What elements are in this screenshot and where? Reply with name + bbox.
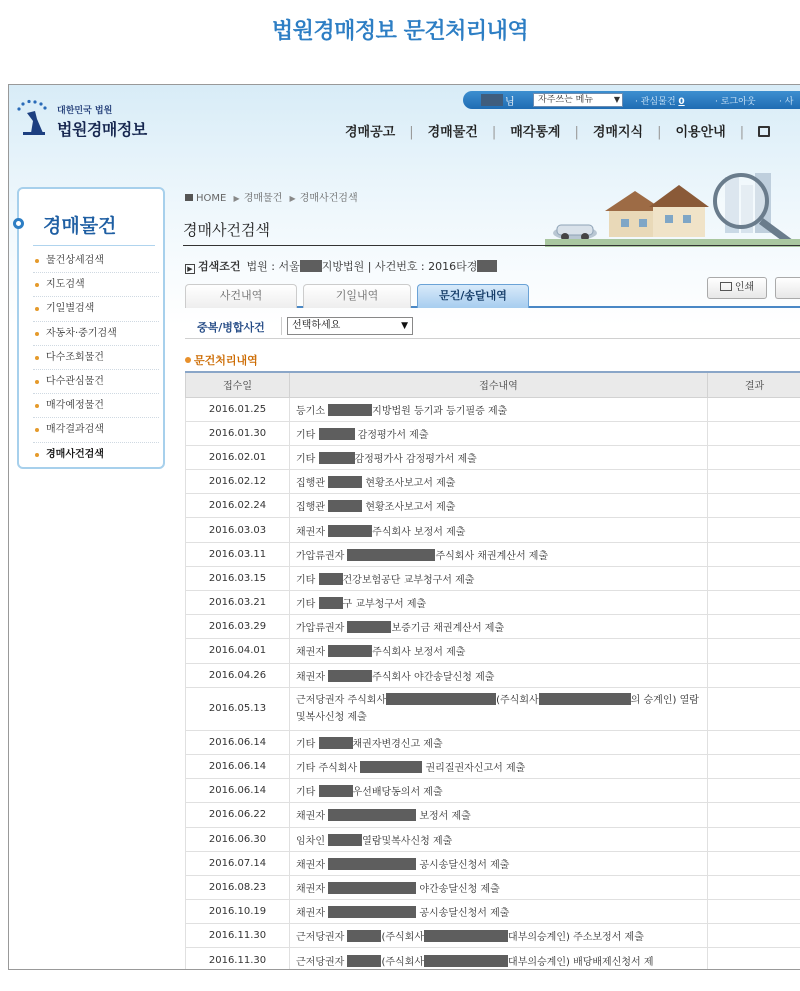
row-content-text: 근저당권자 [296, 932, 348, 944]
lnb-list [33, 249, 159, 467]
redacted-text [539, 693, 631, 705]
lnb-item[interactable] [33, 273, 159, 297]
gnb-item-usage-guide[interactable]: 이용안내 [675, 125, 726, 140]
logout-label: 로그아웃 [720, 97, 756, 107]
row-content-text: 주식회사 야간송달신청 제출 [372, 671, 495, 683]
court-logo[interactable] [15, 97, 175, 141]
lnb-item-label: 매각예정물건 [46, 400, 104, 412]
table-row [186, 948, 800, 970]
row-date: 2016.02.12 [186, 470, 290, 494]
row-content-text: 채권자변경신고 제출 [352, 738, 443, 750]
row-content [290, 779, 708, 803]
bullet-icon [35, 404, 39, 408]
row-content [290, 397, 708, 421]
table-row [186, 827, 800, 851]
bullet-icon [185, 357, 191, 363]
row-content-text: 우선배당동의서 제출 [352, 787, 443, 799]
row-date: 2016.04.26 [186, 663, 290, 687]
table-row [186, 803, 800, 827]
row-content-text: (주식회사 [381, 956, 425, 968]
table-row [186, 494, 800, 518]
redacted-text [328, 525, 372, 537]
redacted-text [424, 955, 508, 967]
table-row [186, 663, 800, 687]
lnb-item[interactable] [33, 394, 159, 418]
court-prefix: 법원 : 서울 [246, 260, 300, 273]
bullet-icon [35, 259, 39, 263]
row-content [290, 470, 708, 494]
row-result [708, 754, 800, 778]
row-content [290, 687, 708, 730]
row-content-text: 공시송달신청서 제출 [416, 859, 510, 871]
row-content [290, 542, 708, 566]
row-content-text: 건강보험공단 교부청구서 제출 [342, 574, 475, 586]
row-result [708, 639, 800, 663]
row-date: 2016.02.24 [186, 494, 290, 518]
row-content-text: 채권자 [296, 859, 329, 871]
row-result [708, 566, 800, 590]
table-row [186, 900, 800, 924]
row-content-text: 채권자 [296, 526, 329, 538]
row-content-text: 보정서 제출 [416, 811, 471, 823]
row-date: 2016.10.19 [186, 900, 290, 924]
search-condition-label: 검색조건 [198, 260, 241, 273]
row-content-text: 채권자 [296, 811, 329, 823]
table-row [186, 687, 800, 730]
utility-bar [463, 91, 800, 109]
tab-schedule-details[interactable]: 기일내역 [303, 284, 411, 308]
table-row [186, 518, 800, 542]
page-heading: 경매사건검색 [183, 221, 270, 239]
house-magnifier-illustration [545, 171, 800, 247]
redacted-username [481, 94, 503, 106]
favorite-menu-label: 자주쓰는 메뉴 [538, 95, 594, 105]
row-content-text: 가압류권자 [296, 550, 348, 562]
table-row [186, 851, 800, 875]
gnb-item-auction-notice[interactable]: 경매공고 [345, 125, 396, 140]
home-icon [185, 194, 193, 201]
column-header-date: 접수일 [186, 372, 290, 397]
row-result [708, 421, 800, 445]
redacted-text [328, 404, 372, 416]
row-content [290, 445, 708, 469]
redacted-text [328, 645, 372, 657]
document-table [185, 371, 800, 970]
row-content-text: 등기소 [296, 405, 329, 417]
row-result [708, 663, 800, 687]
row-date: 2016.03.15 [186, 566, 290, 590]
row-result [708, 875, 800, 899]
redacted-text [347, 549, 435, 561]
row-result [708, 779, 800, 803]
row-result [708, 542, 800, 566]
lnb-item-label: 매각결과검색 [46, 424, 104, 436]
chevron-down-icon: ▼ [613, 95, 620, 104]
lnb-item[interactable] [33, 346, 159, 370]
redacted-text [328, 834, 362, 846]
lnb-item[interactable] [33, 418, 159, 442]
table-row [186, 639, 800, 663]
favorite-menu-select[interactable] [533, 93, 623, 107]
lnb-item[interactable] [33, 322, 159, 346]
row-content-text: 기타 [296, 599, 319, 611]
case-tabs [185, 284, 800, 308]
lnb-item-label: 다수관심물건 [46, 375, 104, 387]
row-date: 2016.03.03 [186, 518, 290, 542]
redacted-text [319, 737, 353, 749]
row-date: 2016.01.25 [186, 397, 290, 421]
lnb-item[interactable] [33, 249, 159, 273]
redacted-text [319, 785, 353, 797]
row-content-text: 열람및복사신청 제출 [362, 835, 453, 847]
row-date: 2016.04.01 [186, 639, 290, 663]
row-content-text: 주식회사 보정서 제출 [372, 647, 466, 659]
row-result [708, 900, 800, 924]
row-content-text: 임차인 [296, 835, 329, 847]
row-content [290, 754, 708, 778]
table-row [186, 542, 800, 566]
row-content-text: 감정평가서 제출 [354, 429, 429, 441]
row-content-text: 채권자 [296, 883, 329, 895]
merge-case-select[interactable] [287, 317, 413, 335]
column-header-content: 접수내역 [290, 372, 708, 397]
row-content-text: 공시송달신청서 제출 [416, 908, 510, 920]
redacted-case-number [477, 260, 497, 272]
redacted-text [328, 500, 362, 512]
redacted-text [319, 428, 355, 440]
gnb-item-auction-knowledge[interactable]: 경매지식 [592, 125, 644, 140]
redacted-text [319, 452, 355, 464]
table-row [186, 754, 800, 778]
row-content-text: 대부의승계인) 배당배제신청서 제 [508, 956, 654, 968]
lnb-item[interactable] [33, 297, 159, 321]
row-result [708, 827, 800, 851]
redacted-text [328, 882, 416, 894]
row-date: 2016.03.29 [186, 615, 290, 639]
section-title-text: 문건처리내역 [194, 354, 258, 367]
lnb-item[interactable] [33, 443, 159, 467]
logo-small-text: 대한민국 법원 [57, 106, 113, 116]
row-content-text: 현황조사보고서 제출 [362, 502, 456, 514]
main-navigation: 경매공고 | 경매물건 | 매각통계 | 경매지식 | 이용안내 | [345, 121, 773, 140]
section-title [185, 352, 258, 368]
redacted-text [328, 858, 416, 870]
search-condition [185, 258, 497, 274]
table-row [186, 445, 800, 469]
row-result [708, 591, 800, 615]
redacted-text [328, 809, 416, 821]
row-result [708, 615, 800, 639]
row-date: 2016.03.21 [186, 591, 290, 615]
table-row [186, 470, 800, 494]
row-content-text: 현황조사보고서 제출 [362, 478, 456, 490]
row-content-text: 권리질권자신고서 제출 [422, 763, 526, 775]
row-content [290, 827, 708, 851]
row-content [290, 851, 708, 875]
redacted-text [328, 670, 372, 682]
breadcrumb: HOME ▶ 경매물건 ▶ 경매사건검색 [185, 189, 358, 204]
row-result [708, 851, 800, 875]
table-row [186, 421, 800, 445]
book-icon [758, 126, 770, 137]
lnb-title: 경매물건 [43, 215, 117, 237]
lnb-item-label: 물건상세검색 [46, 255, 104, 266]
row-date: 2016.08.23 [186, 875, 290, 899]
merge-case-select-value: 선택하세요 [292, 320, 341, 331]
row-result [708, 518, 800, 542]
redacted-text [386, 693, 496, 705]
bullet-icon [35, 380, 39, 384]
logo-title: 법원경매정보 [57, 120, 147, 139]
bullet-icon [35, 332, 39, 336]
row-content [290, 663, 708, 687]
redacted-text [424, 930, 508, 942]
table-row [186, 924, 800, 948]
row-content [290, 875, 708, 899]
redacted-text [319, 597, 343, 609]
row-content [290, 566, 708, 590]
row-date: 2016.06.14 [186, 754, 290, 778]
interest-count: 0 [678, 97, 685, 107]
row-content-text: 기타 주식회사 [296, 763, 361, 775]
row-content [290, 615, 708, 639]
row-result [708, 397, 800, 421]
row-content [290, 730, 708, 754]
table-row [186, 397, 800, 421]
row-content-text: 근저당권자 주식회사 [296, 694, 387, 706]
logout-link[interactable]: · 로그아웃 [715, 97, 756, 107]
row-result [708, 924, 800, 948]
row-content-text: 가압류권자 [296, 623, 348, 635]
breadcrumb-auction-items[interactable]: 경매물건 [243, 193, 283, 204]
redacted-court [300, 260, 322, 272]
bullet-icon [35, 428, 39, 432]
row-content-text: 집행관 [296, 478, 329, 490]
row-date: 2016.07.14 [186, 851, 290, 875]
table-row [186, 591, 800, 615]
row-content [290, 924, 708, 948]
breadcrumb-home[interactable]: HOME [196, 193, 227, 204]
row-date: 2016.01.30 [186, 421, 290, 445]
breadcrumb-case-search[interactable]: 경매사건검색 [299, 193, 358, 204]
row-content-text: 채권자 [296, 647, 329, 659]
row-result [708, 687, 800, 730]
row-content-text: 대부의승계인) 주소보정서 제출 [508, 932, 644, 944]
interest-items-label: 관심물건 [640, 97, 676, 107]
row-date: 2016.06.14 [186, 730, 290, 754]
row-date: 2016.02.01 [186, 445, 290, 469]
row-content-text: 지방법원 등기과 등기필증 제출 [372, 405, 508, 417]
row-content-text: 기타 [296, 574, 319, 586]
row-result [708, 470, 800, 494]
user-suffix: 님 [505, 97, 515, 108]
row-content-text: (주식회사 [496, 694, 539, 706]
lnb-item-label: 다수조회물건 [46, 351, 104, 363]
row-content-text: 기타 [296, 787, 319, 799]
row-content-text: 기타 [296, 453, 319, 465]
row-content-text: 감정평가사 감정평가서 제출 [354, 453, 477, 465]
play-icon: ▶ [185, 264, 195, 274]
row-content [290, 948, 708, 970]
row-content [290, 591, 708, 615]
row-content [290, 421, 708, 445]
page-title: 법원경매정보 문건처리내역 [271, 19, 529, 44]
lnb-item-label: 자동차·중기검색 [46, 327, 117, 339]
row-content [290, 803, 708, 827]
left-navigation [17, 187, 165, 469]
row-content-text: (주식회사 [381, 932, 425, 944]
redacted-text [319, 573, 343, 585]
bullet-icon [35, 307, 39, 311]
redacted-text [347, 930, 381, 942]
row-content-text: 기타 [296, 429, 319, 441]
row-content-text: 주식회사 채권계산서 제출 [435, 550, 549, 562]
row-result [708, 445, 800, 469]
row-content [290, 494, 708, 518]
bullet-icon [35, 283, 39, 287]
row-content [290, 639, 708, 663]
print-label: 인쇄 [734, 282, 755, 293]
more-label: 사 [784, 97, 794, 107]
table-row [186, 730, 800, 754]
chevron-down-icon: ▼ [401, 321, 408, 331]
row-result [708, 803, 800, 827]
row-date: 2016.11.30 [186, 924, 290, 948]
row-date: 2016.06.22 [186, 803, 290, 827]
more-link[interactable]: · 사 [779, 97, 794, 107]
redacted-text [328, 476, 362, 488]
row-content-text: 집행관 [296, 502, 329, 514]
row-date: 2016.11.30 [186, 948, 290, 970]
row-date: 2016.06.14 [186, 779, 290, 803]
row-date: 2016.06.30 [186, 827, 290, 851]
section-bullet-icon [13, 218, 24, 229]
tab-case-details[interactable]: 사건내역 [185, 284, 297, 308]
table-row [186, 615, 800, 639]
row-content-text: 야간송달신청 제출 [416, 883, 500, 895]
lnb-item-label: 경매사건검색 [46, 448, 104, 460]
row-content-text: 의 승계인) 열람및복사신청 제출 [296, 694, 699, 723]
bullet-icon [35, 453, 39, 457]
tab-documents-delivery[interactable]: 문건/송달내역 [417, 284, 529, 308]
gnb-item-auction-items[interactable]: 경매물건 [427, 125, 478, 140]
row-result [708, 494, 800, 518]
row-content-text: 채권자 [296, 671, 329, 683]
row-date: 2016.03.11 [186, 542, 290, 566]
redacted-text [347, 955, 381, 967]
row-content-text: 기타 [296, 738, 319, 750]
row-result [708, 948, 800, 970]
row-content [290, 518, 708, 542]
redacted-text [360, 761, 422, 773]
merge-case-row [185, 313, 800, 339]
column-header-result: 결과 [708, 372, 800, 397]
table-row [186, 779, 800, 803]
interest-items-link[interactable]: · 관심물건 0 [635, 97, 685, 107]
lnb-item[interactable] [33, 370, 159, 394]
redacted-text [347, 621, 391, 633]
redacted-text [328, 906, 416, 918]
row-content-text: 근저당권자 [296, 956, 348, 968]
gnb-item-book[interactable] [758, 125, 773, 140]
row-content-text: 구 교부청구서 제출 [342, 599, 427, 611]
lnb-item-label: 지도검색 [46, 279, 85, 291]
row-content-text: 보증기금 채권계산서 제출 [391, 623, 505, 635]
table-row [186, 875, 800, 899]
court-emblem-icon [15, 99, 51, 137]
lnb-item-label: 기일별검색 [46, 303, 95, 315]
merge-case-label: 중복/병합사건 [197, 321, 265, 334]
row-content-text: 채권자 [296, 908, 329, 920]
gnb-item-sale-statistics[interactable]: 매각통계 [510, 125, 561, 140]
browser-frame [8, 84, 800, 970]
case-number-prefix: | 사건번호 : 2016타경 [367, 260, 478, 273]
row-content-text: 주식회사 보정서 제출 [372, 526, 466, 538]
row-date: 2016.05.13 [186, 687, 290, 730]
row-content [290, 900, 708, 924]
table-row [186, 566, 800, 590]
bullet-icon [35, 356, 39, 360]
court-suffix: 지방법원 [321, 260, 365, 273]
row-result [708, 730, 800, 754]
